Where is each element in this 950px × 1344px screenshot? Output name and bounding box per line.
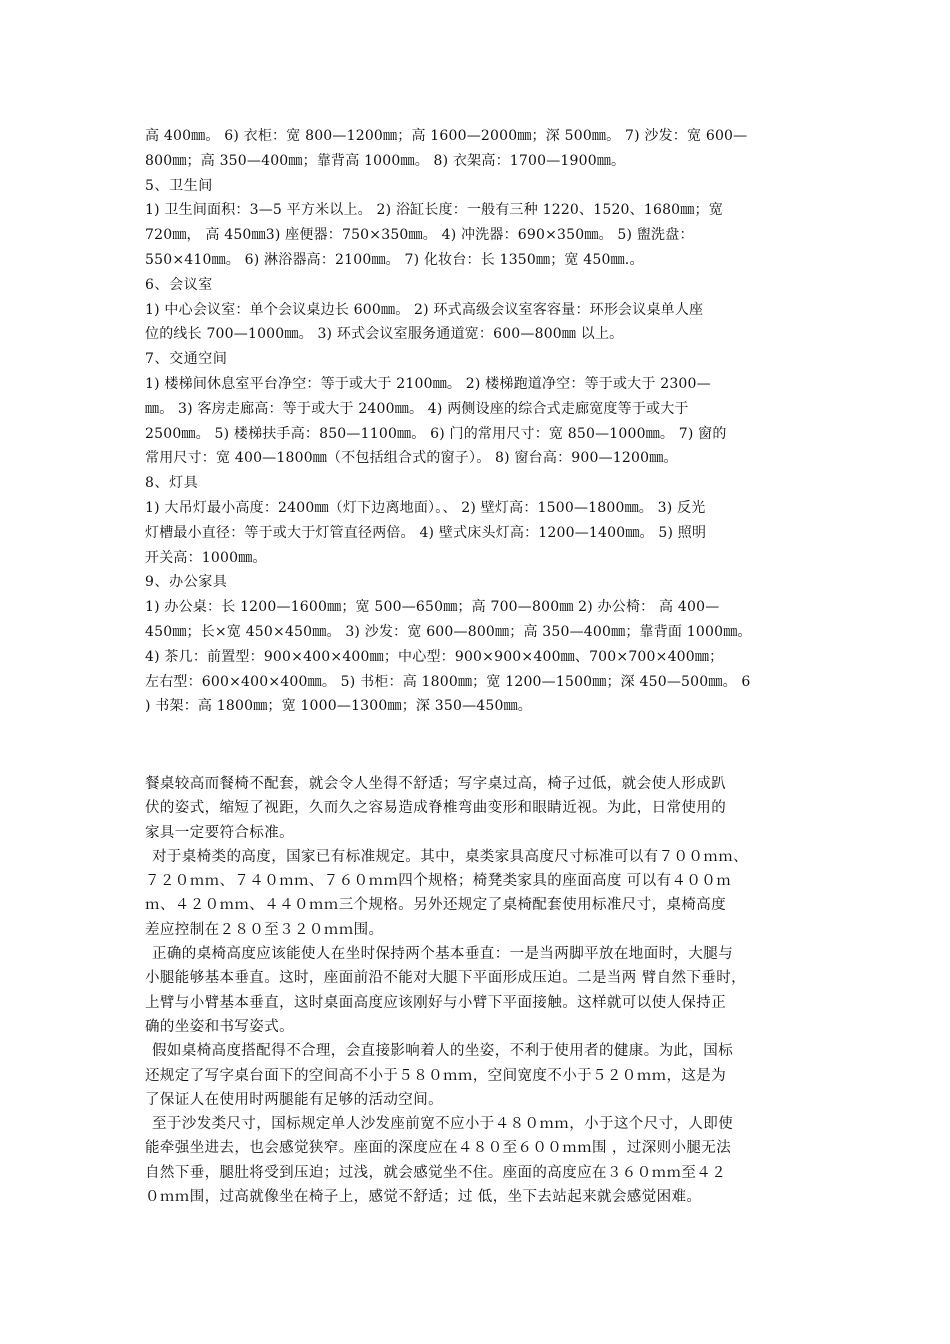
- text-line: 800㎜；高 350—400㎜；靠背高 1000㎜。 8) 衣架高：1700—1900㎜。: [145, 152, 626, 169]
- paragraph-line: 正确的桌椅高度应该能使人在坐时保持两个基本垂直：一是当两脚平放在地面时，大腿与: [152, 946, 734, 963]
- text-line: 1) 大吊灯最小高度：2400㎜（灯下边离地面）。、 2) 壁灯高：1500—1800㎜。 3) 反光: [145, 499, 706, 516]
- paragraph-line: 至于沙发类尺寸，国标规定单人沙发座前宽不应小于４８０ｍｍ，小于这个尺寸，人即使: [152, 1116, 734, 1133]
- text-line: 高 400㎜。 6) 衣柜：宽 800—1200㎜；高 1600—2000㎜；深 500㎜。 7) 沙发：宽 600—: [145, 128, 748, 144]
- section-heading-meeting-room: 6、会议室: [145, 276, 213, 293]
- paragraph-line: ｍ、４２０ｍｍ、４４０ｍｍ三个规格。另外还规定了桌椅配套使用标准尺寸，桌椅高度: [145, 897, 727, 914]
- paragraph-line: 假如桌椅高度搭配得不合理，会直接影响着人的坐姿，不利于使用者的健康。为此，国标: [152, 1043, 734, 1060]
- paragraph-line: 上臂与小臂基本垂直，这时桌面高度应该刚好与小臂下平面接触。这样就可以使人保持正: [145, 994, 727, 1011]
- section-heading-circulation: 7、交通空间: [145, 351, 228, 368]
- paragraph-line: 餐桌较高而餐椅不配套，就会令人坐得不舒适；写字桌过高，椅子过低，就会使人形成趴: [145, 776, 727, 792]
- text-line: 1) 办公桌：长 1200—1600㎜；宽 500—650㎜；高 700—800㎜ 2) 办公椅： 高 400—: [145, 599, 720, 616]
- text-line: 1) 楼梯间休息室平台净空：等于或大于 2100㎜。 2) 楼梯跑道净空：等于或大于 2300—: [145, 375, 711, 392]
- paragraph-line: 还规定了写字桌台面下的空间高不小于５８０ｍｍ，空间宽度不小于５２０ｍｍ，这是为: [145, 1067, 727, 1084]
- section-heading-lighting: 8、灯具: [145, 475, 199, 492]
- paragraph-line: ７２０ｍｍ、７４０ｍｍ、７６０ｍｍ四个规格；椅凳类家具的座面高度 可以有４００ｍ: [145, 873, 732, 890]
- furniture-dimensions-list: [145, 124, 810, 719]
- paragraph-line: 家具一定要符合标准。: [145, 824, 294, 841]
- paragraph-line: 了保证人在使用时两腿能有足够的活动空间。: [145, 1091, 443, 1108]
- text-line: 1) 中心会议室：单个会议桌边长 600㎜。 2) 环式高级会议室客容量：环形会议桌单人座: [145, 301, 704, 318]
- paragraph-line: 能牵强坐进去，也会感觉狭窄。座面的深度应在４８０至６００ｍｍ围 ，过深则小腿无法: [145, 1140, 732, 1157]
- text-line: 位的线长 700—1000㎜。 3) 环式会议室服务通道宽：600—800㎜ 以上。: [145, 326, 624, 343]
- section-heading-bathroom: 5、卫生间: [145, 177, 213, 194]
- paragraph-line: 差应控制在２８０至３２０ｍｍ围。: [145, 921, 384, 938]
- text-line: 1) 卫生间面积：3—5 平方米以上。 2) 浴缸长度：一般有三种 1220、1520、1680㎜；宽: [145, 202, 723, 219]
- text-line: 灯槽最小直径：等于或大于灯管直径两倍。 4) 壁式床头灯高：1200—1400㎜。 5) 照明: [145, 524, 707, 541]
- text-line: 4) 茶几：前置型：900×400×400㎜；中心型：900×900×400㎜、700×700×400㎜；: [145, 648, 724, 665]
- text-line: 常用尺寸：宽 400—1800㎜（不包括组合式的窗子）。 8) 窗台高：900—1200㎜。: [145, 450, 678, 467]
- paragraph-line: 伏的姿式，缩短了视距，久而久之容易造成脊椎弯曲变形和眼睛近视。为此，日常使用的: [145, 800, 727, 817]
- paragraph-line: 小腿能够基本垂直。这时，座面前沿不能对大腿下平面形成压迫。二是当两 臂自然下垂时，: [145, 970, 747, 987]
- text-line: 550×410㎜。 6) 淋浴器高：2100㎜。 7) 化妆台：长 1350㎜；宽 450㎜.。: [145, 251, 644, 268]
- table-chair-standards-text: [145, 772, 810, 1209]
- text-line: 2500㎜。 5) 楼梯扶手高：850—1100㎜。 6) 门的常用尺寸：宽 850—1000㎜。 7) 窗的: [145, 425, 727, 442]
- text-line: 720㎜， 高 450㎜3) 座便器：750×350㎜。 4) 冲洗器：690×350㎜。 5) 盥洗盘：: [145, 227, 694, 244]
- text-line: 左右型：600×400×400㎜。 5) 书柜：高 1800㎜；宽 1200—1500㎜；深 450—500㎜。 6: [145, 673, 751, 690]
- text-line: 开关高：1000㎜。: [145, 549, 267, 566]
- paragraph-line: 自然下垂，腿肚将受到压迫；过浅，就会感觉坐不住。座面的高度应在３６０ｍｍ至４２: [145, 1164, 727, 1181]
- paragraph-line: 确的坐姿和书写姿式。: [145, 1018, 294, 1035]
- paragraph-line: 对于桌椅类的高度，国家已有标准规定。其中，桌类家具高度尺寸标准可以有７００ｍｍ、: [152, 848, 748, 865]
- text-line: 450㎜；长×宽 450×450㎜。 3) 沙发：宽 600—800㎜；高 350—400㎜；靠背面 1000㎜。: [145, 623, 752, 640]
- text-line: ) 书架：高 1800㎜；宽 1000—1300㎜；深 350—450㎜。: [145, 698, 532, 715]
- text-line: ㎜。 3) 客房走廊高：等于或大于 2400㎜。 4) 两侧设座的综合式走廊宽度等于或大于: [145, 400, 689, 417]
- section-heading-office-furniture: 9、办公家具: [145, 574, 228, 591]
- paragraph-line: ０ｍｍ围，过高就像坐在椅子上，感觉不舒适；过 低，坐下去站起来就会感觉困难。: [145, 1189, 702, 1206]
